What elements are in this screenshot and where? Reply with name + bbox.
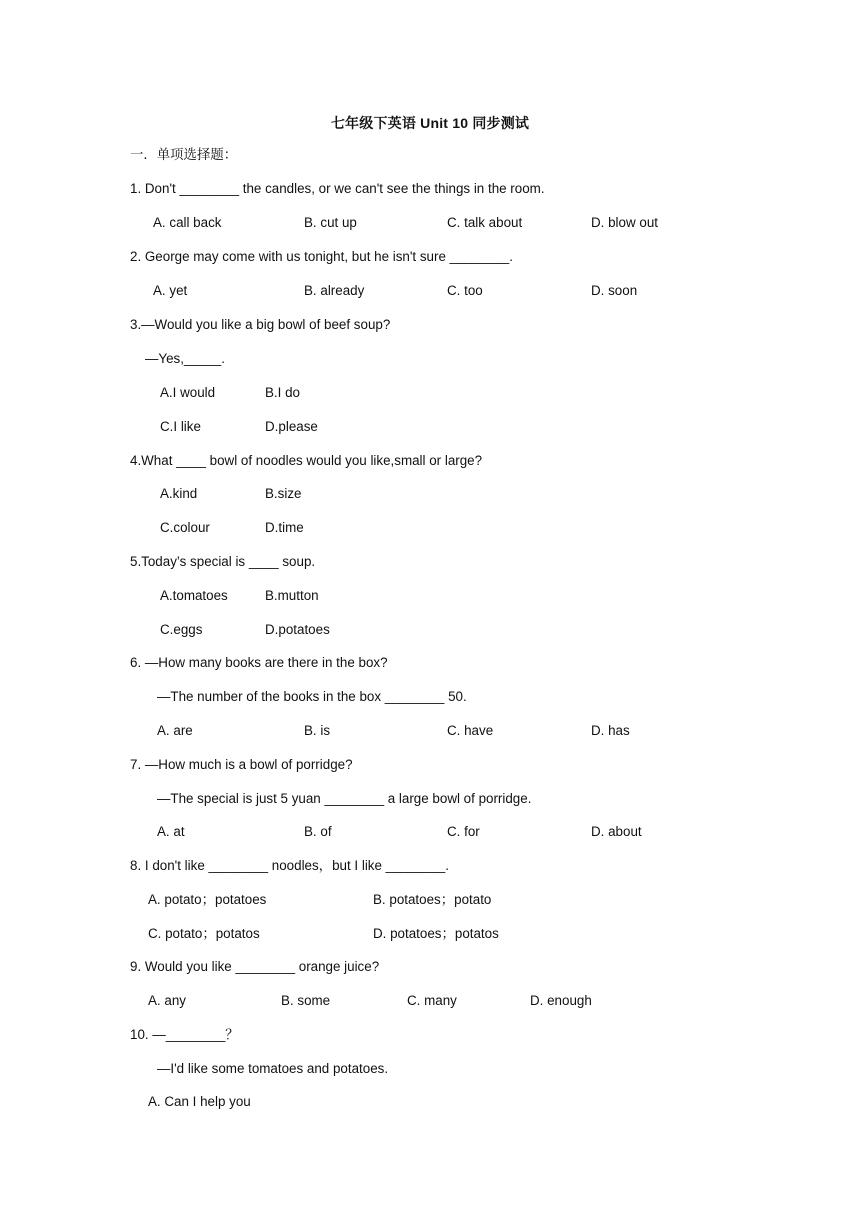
question-reply: —The special is just 5 yuan ________ a large bowl of porridge.: [157, 791, 532, 806]
option-b: B.I do: [265, 385, 300, 400]
option-b: B. already: [304, 283, 365, 298]
option-d: D. enough: [530, 993, 592, 1008]
option-c: C.colour: [160, 520, 210, 535]
option-a: A. any: [148, 993, 186, 1008]
option-d: D.time: [265, 520, 304, 535]
question-stem: 4.What ____ bowl of noodles would you like,small or large?: [130, 453, 483, 468]
question-stem: 2. George may come with us tonight, but he isn't sure ________.: [130, 249, 513, 264]
option-d: D. has: [591, 723, 630, 738]
question-stem: 3.—Would you like a big bowl of beef soup?: [130, 317, 391, 332]
section-heading: 一．单项选择题：: [130, 147, 238, 162]
question-stem: 6. —How many books are there in the box?: [130, 655, 388, 670]
option-c: C. have: [447, 723, 494, 738]
option-b: B. cut up: [304, 215, 357, 230]
option-b: B.size: [265, 486, 302, 501]
option-a: A.tomatoes: [160, 588, 228, 603]
question-stem: 5.Today’s special is ____ soup.: [130, 554, 316, 569]
option-c: C. for: [447, 824, 480, 839]
option-a: A. yet: [153, 283, 188, 298]
option-c: C. too: [447, 283, 483, 298]
question-reply: —The number of the books in the box ________ 50.: [157, 689, 467, 704]
question-reply: —I'd like some tomatoes and potatoes.: [157, 1061, 389, 1076]
option-a: A.I would: [160, 385, 216, 400]
option-d: D. potatoes；potatos: [373, 926, 499, 941]
option-b: B. some: [281, 993, 331, 1008]
question-stem: 7. —How much is a bowl of porridge?: [130, 757, 353, 772]
option-b: B. potatoes；potato: [373, 892, 492, 907]
question-stem: 9. Would you like ________ orange juice?: [130, 959, 380, 974]
option-d: D.please: [265, 419, 318, 434]
option-b: B. is: [304, 723, 331, 738]
option-a: A. Can I help you: [148, 1094, 251, 1109]
option-a: A.kind: [160, 486, 198, 501]
question-stem: 1. Don't ________ the candles, or we can't see the things in the room.: [130, 181, 545, 196]
question-stem: 8. I don't like ________ noodles，but I like ________.: [130, 858, 449, 873]
option-c: C.I like: [160, 419, 201, 434]
option-d: D. soon: [591, 283, 638, 298]
option-c: C. potato；potatos: [148, 926, 260, 941]
option-c: C.eggs: [160, 622, 203, 637]
option-a: A. at: [157, 824, 185, 839]
page-title: 七年级下英语 Unit 10 同步测试: [330, 115, 530, 131]
option-a: A. potato；potatoes: [148, 892, 267, 907]
option-d: D.potatoes: [265, 622, 330, 637]
option-d: D. about: [591, 824, 642, 839]
option-b: B.mutton: [265, 588, 319, 603]
question-reply: —Yes,_____.: [145, 351, 225, 366]
option-a: A. call back: [153, 215, 222, 230]
option-c: C. many: [407, 993, 457, 1008]
option-a: A. are: [157, 723, 193, 738]
question-stem: 10. —________？: [130, 1027, 239, 1042]
option-d: D. blow out: [591, 215, 658, 230]
option-c: C. talk about: [447, 215, 523, 230]
option-b: B. of: [304, 824, 332, 839]
